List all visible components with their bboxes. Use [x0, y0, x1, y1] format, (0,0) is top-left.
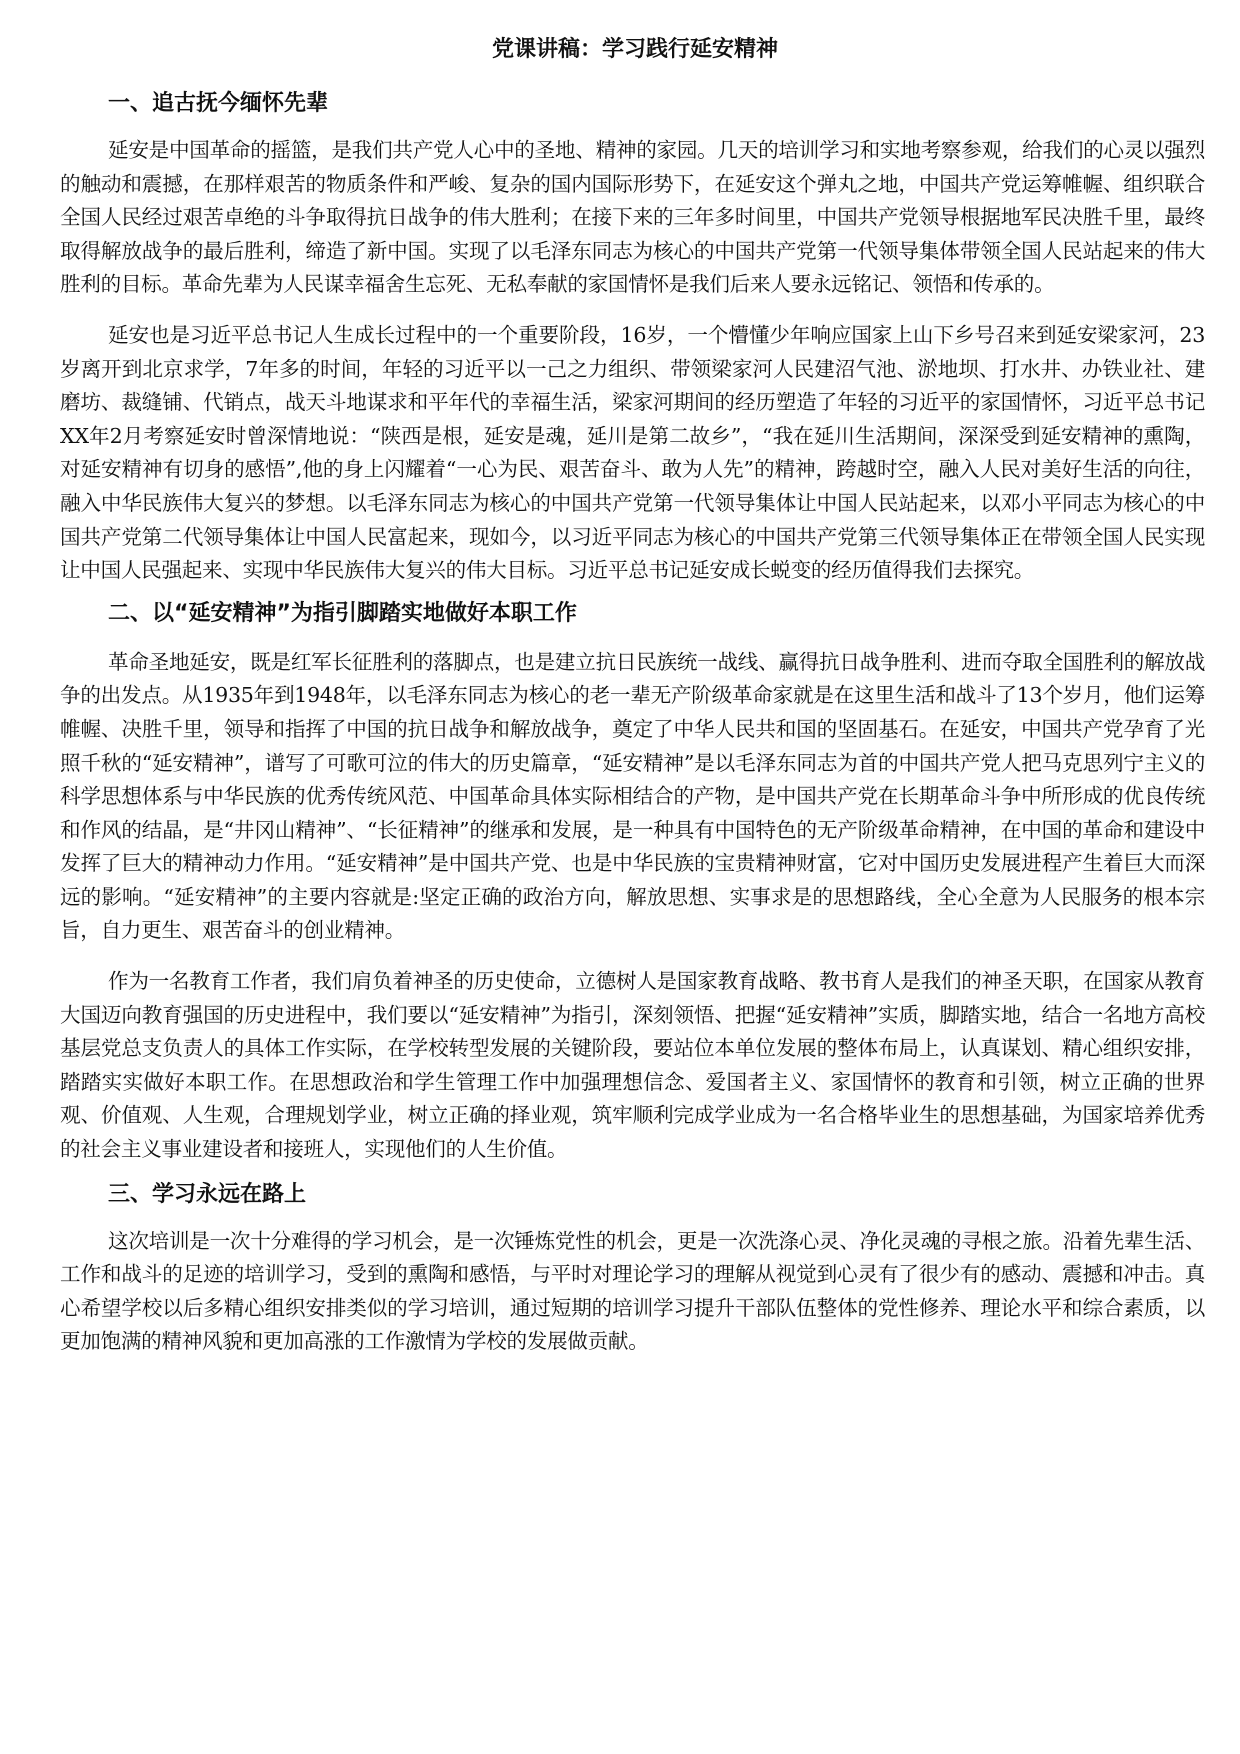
document-page [60, 30, 1205, 1359]
paragraph: 延安是中国革命的摇篮，是我们共产党人心中的圣地、精神的家园。几天的培训学习和实地考察参观，给我们的心灵以强烈的触动和震撼，在那样艰苦的物质条件和严峻、复杂的国内国际形势下，在延安这个弹丸之地，中国共产党运筹帷幄、组织联合全国人民经过艰苦卓绝的斗争取得抗日战争的伟大胜利；在接下来的三年多时间里，中国共产党领导根据地军民决胜千里，最终取得解放战争的最后胜利，缔造了新中国。实现了以毛泽东同志为核心的中国共产党第一代领导集体带领全国人民站起来的伟大胜利的目标。革命先辈为人民谋幸福舍生忘死、无私奉献的家国情怀是我们后来人要永远铭记、领悟和传承的。 [60, 138, 1205, 297]
paragraph: 这次培训是一次十分难得的学习机会，是一次锤炼党性的机会，更是一次洗涤心灵、净化灵魂的寻根之旅。沿着先辈生活、工作和战斗的足迹的培训学习，受到的熏陶和感悟，与平时对理论学习的理解从视觉到心灵有了很少有的感动、震撼和冲击。真心希望学校以后多精心组织安排类似的学习培训，通过短期的培训学习提升干部队伍整体的党性修养、理论水平和综合素质，以更加饱满的精神风貌和更加高涨的工作激情为学校的发展做贡献。 [60, 1228, 1205, 1354]
section-heading-1: 一、追古抚今缅怀先辈 [108, 91, 329, 116]
paragraph: 革命圣地延安，既是红军长征胜利的落脚点，也是建立抗日民族统一战线、赢得抗日战争胜利、进而夺取全国胜利的解放战争的出发点。从1935年到1948年，以毛泽东同志为核心的老一辈无产阶级革命家就是在这里生活和战斗了13个岁月，他们运筹帷幄、决胜千里，领导和指挥了中国的抗日战争和解放战争，奠定了中华人民共和国的坚固基石。在延安，中国共产党孕育了光照千秋的“延安精神”，谱写了可歌可泣的伟大的历史篇章，“延安精神”是以毛泽东同志为首的中国共产党人把马克思列宁主义的科学思想体系与中华民族的优秀传统风范、中国革命具体实际相结合的产物，是中国共产党在长期革命斗争中所形成的优良传统和作风的结晶，是“井冈山精神”、“长征精神”的继承和发展，是一种具有中国特色的无产阶级革命精神，在中国的革命和建设中发挥了巨大的精神动力作用。“延安精神”是中国共产党、也是中华民族的宝贵精神财富，它对中国历史发展进程产生着巨大而深远的影响。“延安精神”的主要内容就是:坚定正确的政治方向，解放思想、实事求是的思想路线，全心全意为人民服务的根本宗旨，自力更生、艰苦奋斗的创业精神。 [60, 649, 1205, 943]
document-title: 党课讲稿：学习践行延安精神 [492, 37, 779, 62]
section-heading-2: 二、以“延安精神”为指引脚踏实地做好本职工作 [108, 600, 577, 626]
paragraph: 延安也是习近平总书记人生成长过程中的一个重要阶段，16岁，一个懵懂少年响应国家上山下乡号召来到延安梁家河，23岁离开到北京求学，7年多的时间，年轻的习近平以一己之力组织、带领梁家河人民建沼气池、淤地坝、打水井、办铁业社、建磨坊、裁缝铺、代销点，战天斗地谋求和平年代的幸福生活，梁家河期间的经历塑造了年轻的习近平的家国情怀，习近平总书记XX年2月考察延安时曾深情地说：“陕西是根，延安是魂，延川是第二故乡”，“我在延川生活期间，深深受到延安精神的熏陶，对延安精神有切身的感悟”,他的身上闪耀着“一心为民、艰苦奋斗、敢为人先”的精神，跨越时空，融入人民对美好生活的向往，融入中华民族伟大复兴的梦想。以毛泽东同志为核心的中国共产党第一代领导集体让中国人民站起来，以邓小平同志为核心的中国共产党第二代领导集体让中国人民富起来，现如今，以习近平同志为核心的中国共产党第三代领导集体正在带领全国人民实现让中国人民强起来、实现中华民族伟大复兴的伟大目标。习近平总书记延安成长蜕变的经历值得我们去探究。 [60, 322, 1205, 583]
paragraph: 作为一名教育工作者，我们肩负着神圣的历史使命，立德树人是国家教育战略、教书育人是我们的神圣天职，在国家从教育大国迈向教育强国的历史进程中，我们要以“延安精神”为指引，深刻领悟、把握“延安精神”实质，脚踏实地，结合一名地方高校基层党总支负责人的具体工作实际，在学校转型发展的关键阶段，要站位本单位发展的整体布局上，认真谋划、精心组织安排，踏踏实实做好本职工作。在思想政治和学生管理工作中加强理想信念、爱国者主义、家国情怀的教育和引领，树立正确的世界观、价值观、人生观，合理规划学业，树立正确的择业观，筑牢顺利完成学业成为一名合格毕业生的思想基础，为国家培养优秀的社会主义事业建设者和接班人，实现他们的人生价值。 [60, 969, 1205, 1162]
section-heading-3: 三、学习永远在路上 [108, 1181, 307, 1207]
